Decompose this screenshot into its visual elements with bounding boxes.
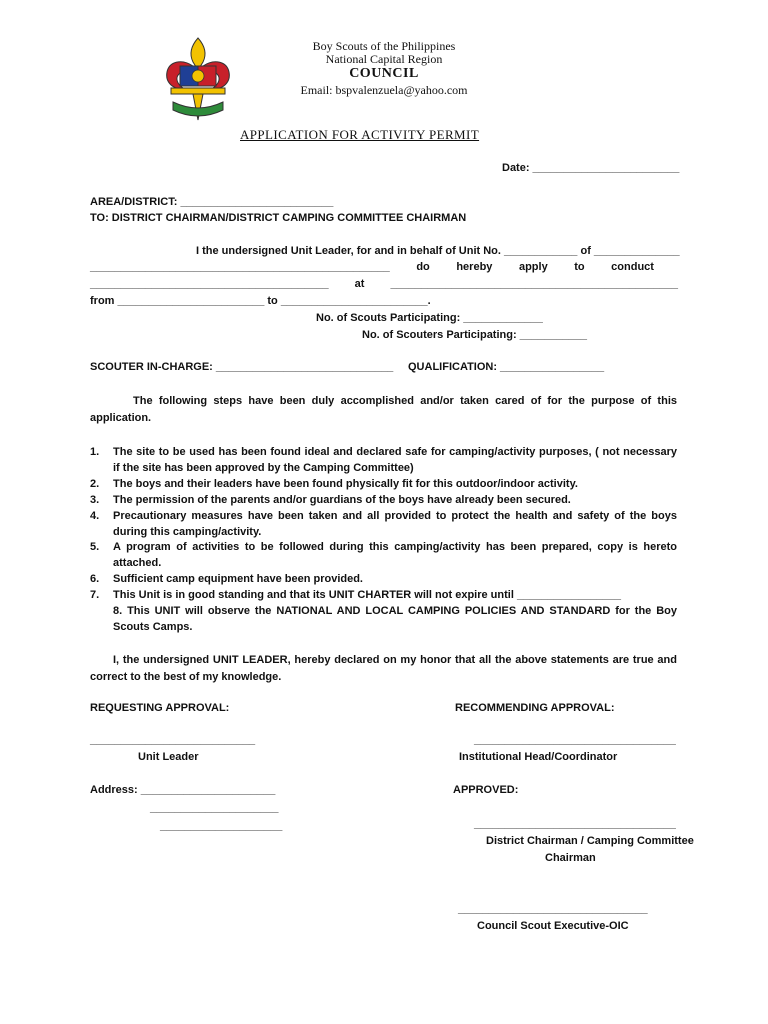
conduct-line: [90, 261, 654, 273]
step-8: 8. This UNIT will observe the NATIONAL AND LOCAL CAMPING POLICIES AND STANDARD for the Boy Scouts Camps.: [113, 605, 677, 633]
logo-band: [171, 88, 225, 94]
unit-leader-title: Unit Leader: [138, 751, 199, 763]
step-item: [90, 572, 677, 588]
step-text: Sufficient camp equipment have been provided.: [113, 573, 363, 586]
date-range-line[interactable]: from ________________________ to ________________________.: [90, 295, 431, 307]
step-text: The boys and their leaders have been found physically fit for this outdoor/indoor activity.: [113, 477, 578, 490]
district-chairman-title-2: Chairman: [545, 852, 596, 864]
institutional-head-signature-line[interactable]: _________________________________: [474, 734, 676, 746]
word-conduct: conduct: [611, 261, 654, 273]
step-item: [90, 477, 677, 493]
word-at: at: [354, 278, 365, 290]
bsp-fleur-de-lis-logo: [163, 36, 233, 124]
step-text: The site to be used has been found ideal and declared safe for camping/activity purposes, ( not necessary if the site has been approved by the Camping Committee): [113, 446, 677, 474]
form-title: APPLICATION FOR ACTIVITY PERMIT: [240, 127, 480, 142]
scouter-in-charge-field[interactable]: SCOUTER IN-CHARGE: _____________________________: [90, 361, 394, 373]
council-executive-title: Council Scout Executive-OIC: [477, 920, 629, 932]
area-district-field[interactable]: AREA/DISTRICT: _________________________: [90, 196, 334, 208]
activity-blank-2[interactable]: _______________________________________: [90, 278, 329, 290]
steps-list: [90, 445, 677, 604]
step-number: 6.: [90, 573, 100, 586]
step-item: [90, 540, 677, 572]
council-executive-signature-line[interactable]: _______________________________: [458, 903, 648, 915]
declaration-paragraph: I, the undersigned UNIT LEADER, hereby declared on my honor that all the above statements are true and correct to the best of my knowledge.: [90, 654, 677, 683]
step-number: 2.: [90, 477, 100, 490]
unit-leader-signature-line[interactable]: ___________________________: [90, 734, 256, 746]
council-email: Email: bspvalenzuela@yahoo.com: [300, 83, 468, 97]
address-field[interactable]: Address: ______________________: [90, 784, 276, 796]
org-name: Boy Scouts of the Philippines: [312, 39, 456, 53]
district-chairman-signature-line[interactable]: _________________________________: [474, 818, 676, 830]
logo-top-petal: [191, 38, 205, 70]
step-number: 3.: [90, 493, 100, 506]
address-line-3[interactable]: ____________________: [160, 820, 283, 832]
date-field[interactable]: Date: ________________________: [502, 162, 680, 174]
unit-leader-line[interactable]: I the undersigned Unit Leader, for and in behalf of Unit No. ____________ of ______________: [196, 245, 680, 257]
step-item: [90, 493, 677, 509]
step-number: 4.: [90, 509, 100, 522]
intro-paragraph: The following steps have been duly accomplished and/or taken cared of for the purpose of this application.: [90, 395, 677, 424]
venue-blank[interactable]: _______________________________________________: [390, 278, 678, 290]
scouts-count-field[interactable]: No. of Scouts Participating: _____________: [316, 312, 543, 324]
approved-label: APPROVED:: [453, 784, 519, 796]
scouters-count-field[interactable]: No. of Scouters Participating: ___________: [362, 329, 587, 341]
recommending-approval-label: RECOMMENDING APPROVAL:: [455, 702, 615, 714]
addressee-line: TO: DISTRICT CHAIRMAN/DISTRICT CAMPING COMMITTEE CHAIRMAN: [90, 212, 467, 224]
step-item: [90, 445, 677, 477]
step-number: 5.: [90, 541, 100, 554]
step-number: 7.: [90, 589, 100, 602]
logo-sun: [192, 70, 204, 82]
word-to: to: [574, 261, 585, 273]
activity-blank[interactable]: _________________________________________________: [90, 261, 390, 273]
step-item[interactable]: [90, 588, 677, 604]
region-name: National Capital Region: [325, 52, 443, 66]
step-text: A program of activities to be followed during this camping/activity has been prepared, copy is hereto attached.: [113, 541, 677, 570]
word-hereby: hereby: [456, 261, 493, 273]
venue-line: [90, 278, 678, 290]
requesting-approval-label: REQUESTING APPROVAL:: [90, 702, 230, 714]
step-text: Precautionary measures have been taken and all provided to protect the health and safety of the boys during this camping/activity.: [113, 509, 677, 538]
district-chairman-title: District Chairman / Camping Committee: [486, 835, 694, 847]
institutional-head-title: Institutional Head/Coordinator: [459, 751, 618, 763]
qualification-field[interactable]: QUALIFICATION: _________________: [408, 361, 605, 373]
step-item: [90, 509, 677, 541]
step-text: This Unit is in good standing and that its UNIT CHARTER will not expire until _________________: [113, 589, 621, 602]
council-name: COUNCIL: [349, 66, 419, 81]
step-text: The permission of the parents and/or guardians of the boys have already been secured.: [113, 493, 571, 506]
word-apply: apply: [518, 261, 548, 273]
step-number: 1.: [90, 446, 100, 458]
word-do: do: [416, 261, 430, 273]
address-line-2[interactable]: _____________________: [150, 802, 279, 814]
